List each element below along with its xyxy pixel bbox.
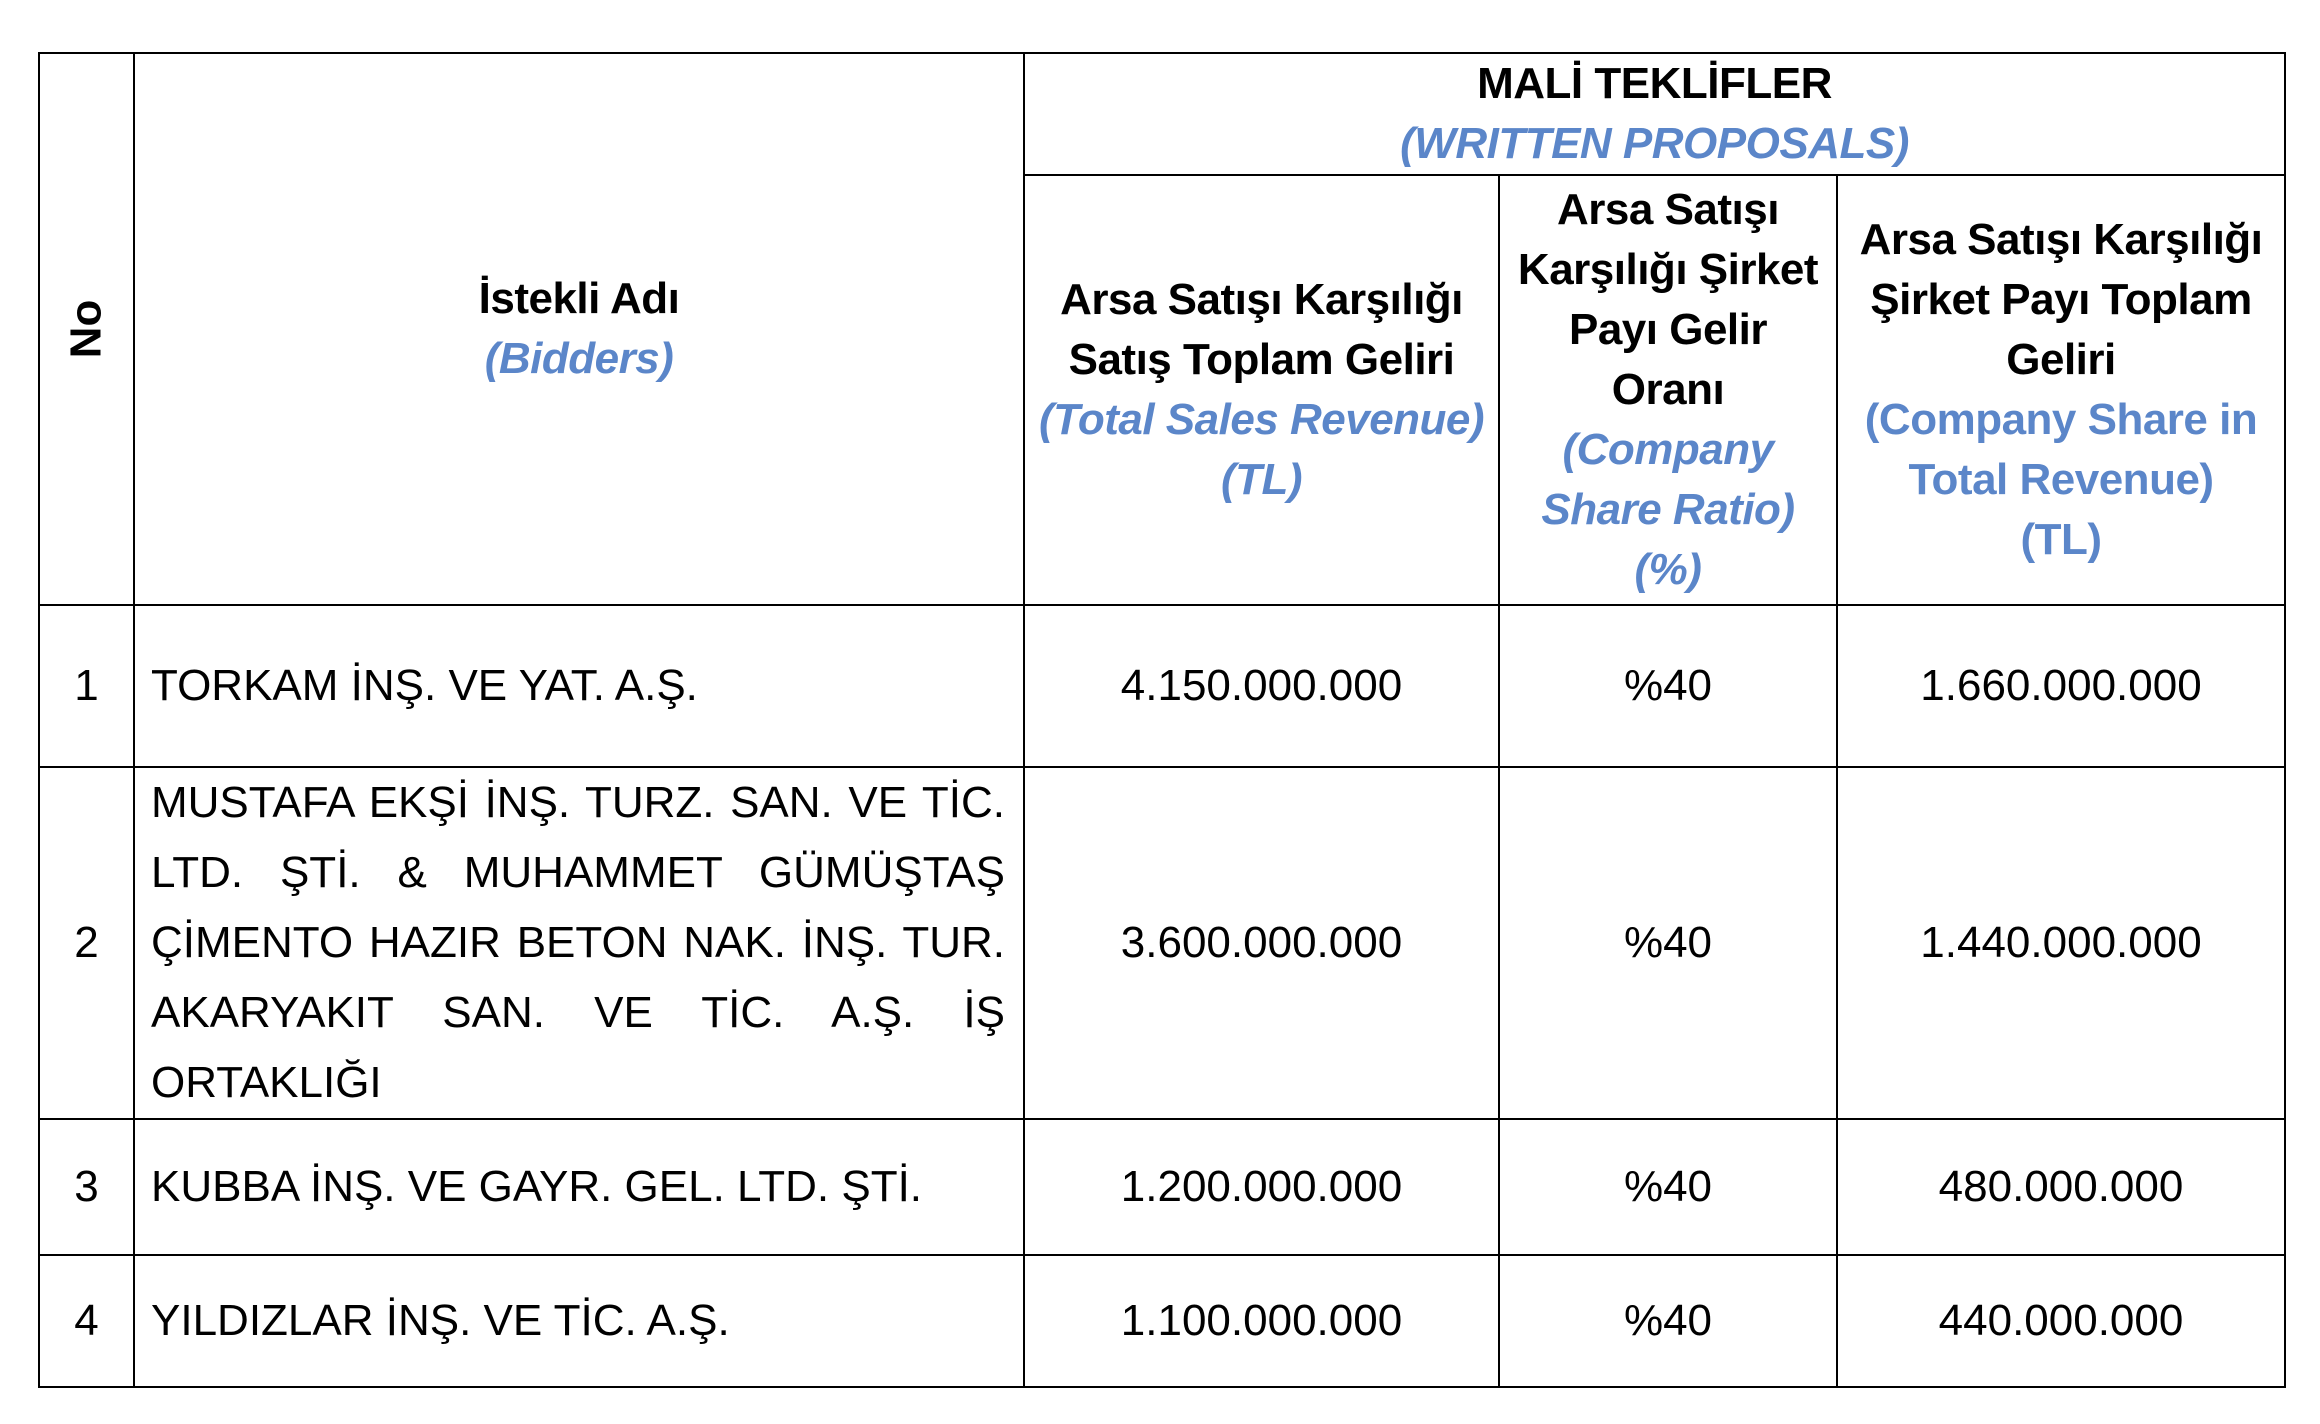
row-share-revenue: 1.440.000.000 <box>1837 767 2285 1119</box>
header-row-group <box>39 53 2285 175</box>
header-group-tr: MALİ TEKLİFLER <box>1477 59 1832 108</box>
header-group-cell <box>1024 53 2285 175</box>
row-bidder-name: KUBBA İNŞ. VE GAYR. GEL. LTD. ŞTİ. <box>134 1119 1024 1255</box>
header-share-unit: (TL) <box>2020 515 2102 564</box>
table-row <box>39 1119 2285 1255</box>
header-ratio-tr: Arsa Satışı Karşılığı Şirket Payı Gelir Oranı <box>1517 185 1819 414</box>
row-share-ratio: %40 <box>1499 767 1837 1119</box>
row-sales-revenue: 4.150.000.000 <box>1024 605 1499 767</box>
table-row <box>39 1255 2285 1387</box>
header-sales-en: (Total Sales Revenue) <box>1038 395 1485 444</box>
header-no-cell <box>39 53 134 605</box>
row-no: 1 <box>39 605 134 767</box>
row-sales-revenue: 3.600.000.000 <box>1024 767 1499 1119</box>
row-bidder-name: YILDIZLAR İNŞ. VE TİC. A.Ş. <box>134 1255 1024 1387</box>
row-share-revenue: 480.000.000 <box>1837 1119 2285 1255</box>
row-no: 3 <box>39 1119 134 1255</box>
header-ratio-cell <box>1499 175 1837 605</box>
header-bidder-cell <box>134 53 1024 605</box>
row-share-revenue: 1.660.000.000 <box>1837 605 2285 767</box>
row-share-ratio: %40 <box>1499 1119 1837 1255</box>
table-row <box>39 605 2285 767</box>
written-proposals-table <box>38 52 2286 1388</box>
row-no: 4 <box>39 1255 134 1387</box>
header-ratio-unit: (%) <box>1634 545 1702 594</box>
row-sales-revenue: 1.100.000.000 <box>1024 1255 1499 1387</box>
header-sales-tr: Arsa Satışı Karşılığı Satış Toplam Geliri <box>1060 275 1463 384</box>
row-no: 2 <box>39 767 134 1119</box>
header-sales-cell <box>1024 175 1499 605</box>
row-sales-revenue: 1.200.000.000 <box>1024 1119 1499 1255</box>
row-share-revenue: 440.000.000 <box>1837 1255 2285 1387</box>
row-bidder-name: MUSTAFA EKŞİ İNŞ. TURZ. SAN. VE TİC. LTD. ŞTİ. & MUHAMMET GÜMÜŞTAŞ ÇİMENTO HAZIR BETON NAK. İNŞ. TUR. AKARYAKIT SAN. VE TİC. A.Ş. İŞ ORTAKLIĞI <box>134 767 1024 1119</box>
header-share-en: (Company Share in Total Revenue) <box>1864 395 2258 504</box>
row-share-ratio: %40 <box>1499 1255 1837 1387</box>
table-row <box>39 767 2285 1119</box>
header-share-tr: Arsa Satışı Karşılığı Şirket Payı Toplam Geliri <box>1859 215 2263 384</box>
row-share-ratio: %40 <box>1499 605 1837 767</box>
header-bidder-tr: İstekli Adı <box>478 274 680 323</box>
header-no-label: No <box>61 299 111 359</box>
header-share-cell <box>1837 175 2285 605</box>
header-bidder-en: (Bidders) <box>484 334 674 383</box>
header-group-en: (WRITTEN PROPOSALS) <box>1400 119 1909 168</box>
row-bidder-name: TORKAM İNŞ. VE YAT. A.Ş. <box>134 605 1024 767</box>
header-ratio-en: (Company Share Ratio) <box>1541 425 1795 534</box>
header-sales-unit: (TL) <box>1220 455 1303 504</box>
